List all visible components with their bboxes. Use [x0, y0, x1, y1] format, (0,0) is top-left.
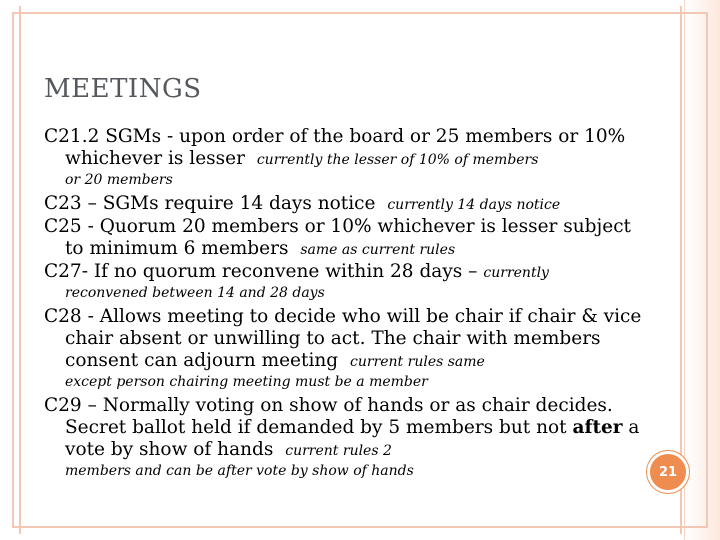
rule-text: C28 - Allows meeting to decide who will be chair if chair & vice chair absent or unwilling to act. The chair with members consent can adjourn meeting — [44, 306, 642, 371]
page-number-badge: 21 — [647, 451, 689, 493]
rule-c21-2 — [44, 126, 644, 189]
rule-text: C21.2 SGMs - upon order of the board or 25 members or 10% whichever is lesser — [44, 126, 626, 169]
rule-note: current rules same — [350, 354, 485, 370]
rule-c23 — [44, 193, 644, 216]
rule-text: C23 – SGMs require 14 days notice — [44, 193, 376, 214]
rule-note: current rules 2 — [285, 443, 392, 459]
rule-note-continued: or 20 members — [65, 172, 173, 188]
slide-body — [44, 126, 644, 480]
rule-c29 — [44, 395, 644, 480]
rule-note: currently the lesser of 10% of members — [256, 152, 539, 168]
rule-c28 — [44, 306, 644, 391]
rule-note: same as current rules — [300, 242, 456, 258]
rule-text: C25 - Quorum 20 members or 10% whichever is lesser subject to minimum 6 members — [44, 216, 631, 259]
rule-c25 — [44, 216, 644, 261]
rule-text: C27- If no quorum reconvene within 28 days – — [44, 261, 478, 282]
rule-note: currently 14 days notice — [387, 197, 561, 213]
rule-note-continued: members and can be after vote by show of hands — [65, 463, 414, 479]
slide-title: MEETINGS — [44, 74, 202, 104]
rule-note-continued: reconvened between 14 and 28 days — [65, 285, 325, 301]
rule-note: currently — [483, 265, 549, 281]
rule-text-emphasis: after — [572, 417, 623, 438]
rule-c27 — [44, 261, 644, 302]
rule-text-end: a vote by show of hands — [65, 417, 640, 460]
rule-note-continued: except person chairing meeting must be a member — [65, 374, 428, 390]
rule-text: C29 – Normally voting on show of hands or as chair decides. Secret ballot held if demanded by 5 members but not — [44, 395, 613, 438]
